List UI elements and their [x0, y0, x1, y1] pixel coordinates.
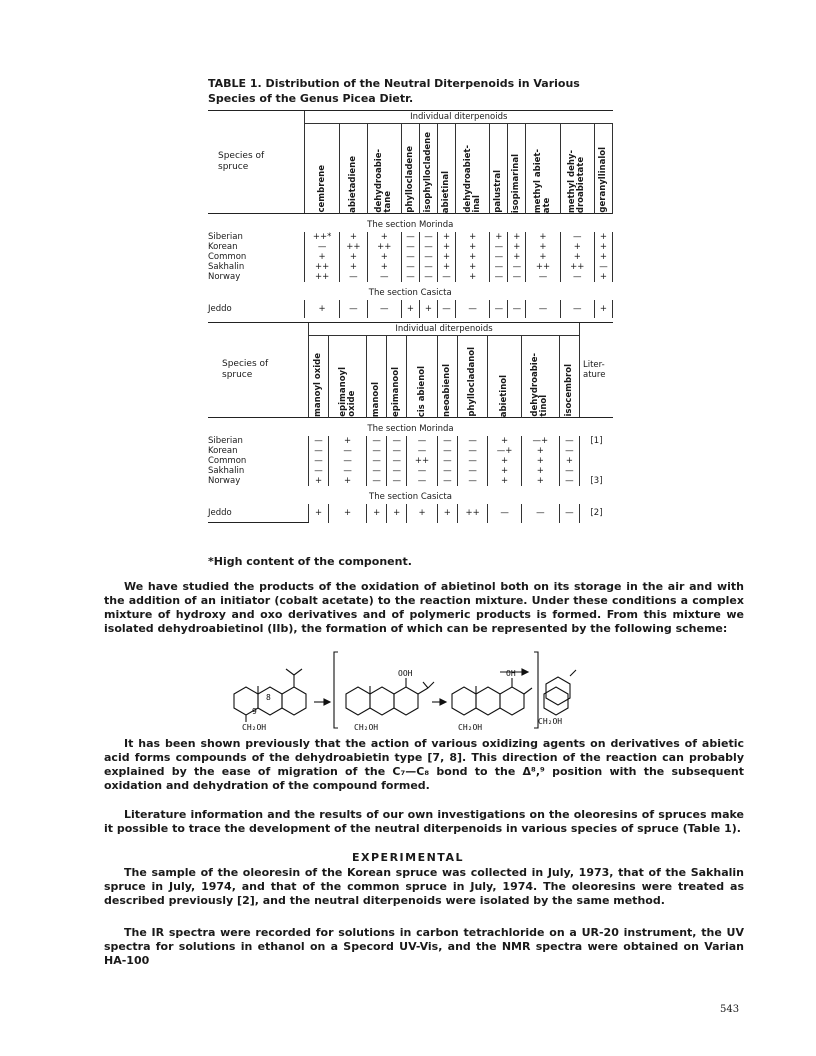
- value-mark: +: [318, 304, 326, 314]
- value-cell: [508, 232, 526, 282]
- value-mark: —: [392, 456, 401, 466]
- species-header-line2: spruce: [218, 162, 249, 172]
- value-mark: +: [442, 252, 451, 262]
- table-caption: [208, 76, 628, 106]
- species-block-row: [208, 232, 613, 282]
- value-mark: —: [406, 242, 415, 252]
- value-cell: [305, 300, 340, 318]
- value-mark: +: [469, 252, 477, 262]
- column-header-label: neoabienol: [441, 364, 452, 417]
- value-mark: ++: [377, 242, 392, 252]
- section-title: The section Casicta: [368, 287, 452, 298]
- value-cell: [521, 504, 559, 523]
- species-header-line1: Species of: [222, 359, 269, 369]
- value-mark: +: [380, 232, 388, 242]
- section-title: The section Morinda: [367, 219, 454, 230]
- locant-8: 8: [266, 693, 271, 702]
- column-header-label: isocembrol: [563, 364, 574, 417]
- literature-ref: [580, 466, 613, 476]
- value-cell: [387, 436, 407, 486]
- value-mark: ++: [570, 262, 585, 272]
- column-header-label: dehydroabie- tane: [374, 149, 394, 213]
- group-header: Individual diterpenoids: [309, 323, 580, 336]
- value-mark: —: [380, 304, 389, 314]
- hydroperoxide-structure: [346, 678, 434, 715]
- value-mark: +: [599, 272, 607, 282]
- dehydroabietinol-structure: [544, 670, 576, 715]
- column-header-label: cembrene: [316, 165, 327, 213]
- column-header: [401, 124, 419, 214]
- value-mark: +: [349, 262, 357, 272]
- value-mark: +: [513, 242, 521, 252]
- value-mark: —: [494, 252, 504, 262]
- column-header: [508, 124, 526, 214]
- value-mark: —: [565, 436, 574, 446]
- literature-header-line2: ature: [583, 370, 606, 380]
- value-mark: +: [344, 436, 352, 446]
- value-mark: —: [417, 476, 427, 486]
- section-row: [208, 486, 613, 504]
- column-header-label: dehydroabiet- inal: [462, 145, 482, 213]
- value-mark: +: [406, 304, 415, 314]
- species-names: [208, 436, 309, 486]
- value-mark: +: [539, 232, 547, 242]
- value-cell: [340, 232, 368, 282]
- value-mark: —: [314, 466, 323, 476]
- species-name: Korean: [208, 242, 238, 252]
- value-mark: —: [599, 262, 608, 272]
- value-cell: [594, 300, 612, 318]
- value-mark: —: [565, 476, 574, 486]
- value-mark: —: [443, 446, 452, 456]
- species-header: [208, 111, 305, 214]
- value-cell: [340, 300, 368, 318]
- column-header-label: phyllocladene: [404, 146, 415, 213]
- column-header-label: palustral: [493, 170, 504, 213]
- column-header-label: geranyllinalol: [597, 147, 608, 213]
- value-mark: +: [573, 252, 581, 262]
- species-name: Jeddo: [208, 304, 232, 314]
- value-mark: —: [536, 508, 545, 519]
- species-block-row: [208, 436, 613, 486]
- value-mark: +: [501, 436, 509, 446]
- value-mark: —: [494, 304, 504, 314]
- literature-ref: [3]: [590, 476, 603, 486]
- value-cell: [559, 436, 579, 486]
- value-mark: +: [501, 476, 509, 486]
- value-mark: —+: [496, 446, 513, 456]
- value-mark: —: [424, 252, 433, 262]
- value-mark: —: [443, 456, 452, 466]
- value-mark: ++: [535, 262, 551, 272]
- hydroxy-structure: [452, 678, 532, 715]
- value-cell: [438, 232, 456, 282]
- value-cell: [490, 300, 508, 318]
- literature-ref: [2]: [590, 508, 603, 519]
- value-mark: +: [380, 252, 388, 262]
- value-cell: [560, 300, 594, 318]
- species-name-cell: [208, 300, 305, 318]
- value-mark: —: [349, 304, 358, 314]
- species-name: Norway: [208, 476, 241, 486]
- value-mark: +: [495, 232, 503, 242]
- species-name: Siberian: [208, 232, 243, 242]
- value-cell: [526, 232, 560, 282]
- locant-9: 9: [252, 707, 257, 716]
- column-header: [367, 336, 387, 418]
- section-row: [208, 282, 613, 300]
- value-mark: —: [392, 476, 401, 486]
- value-mark: —: [343, 456, 352, 466]
- value-mark: +: [469, 232, 477, 242]
- column-header: [594, 124, 612, 214]
- value-mark: +: [442, 232, 451, 242]
- group-header: Individual diterpenoids: [305, 111, 613, 124]
- value-mark: +: [344, 476, 352, 486]
- value-cell: [456, 300, 490, 318]
- column-header: [560, 124, 594, 214]
- column-header: [559, 336, 579, 418]
- paragraph-3: Literature information and the results of our own investigations on the oleoresins of spruces make it possible to trace the development of the neutral diterpenoids in various species of spruce (Table 1).: [104, 808, 744, 835]
- column-header: [526, 124, 560, 214]
- value-mark: —: [468, 466, 477, 476]
- column-header: [367, 124, 401, 214]
- value-mark: —: [380, 272, 389, 282]
- value-cell: [401, 232, 419, 282]
- value-mark: +: [536, 456, 544, 466]
- page-number: 543: [720, 1004, 740, 1015]
- oh-label: OH: [506, 669, 516, 678]
- column-header: [438, 124, 456, 214]
- value-cell: [560, 232, 594, 282]
- value-mark: +: [318, 252, 326, 262]
- paragraph-5: The IR spectra were recorded for solutions in carbon tetrachloride on a UR-20 instrument, the UV spectra for solutions in ethanol on a Specord UV-Vis, and the NMR spectra were obtained on Varian HA-100: [104, 926, 744, 967]
- value-cell: [594, 232, 612, 282]
- table-caption-line1: TABLE 1. Distribution of the Neutral Diterpenoids in Various: [208, 77, 580, 90]
- experimental-heading: EXPERIMENTAL: [352, 851, 464, 864]
- column-header: [329, 336, 367, 418]
- value-mark: ++: [465, 508, 480, 519]
- value-mark: —: [538, 304, 548, 314]
- ch2oh-label-4: CH₂OH: [538, 717, 563, 726]
- value-mark: +: [599, 252, 607, 262]
- value-cell: [488, 436, 521, 486]
- value-mark: +: [373, 508, 381, 519]
- value-mark: +: [314, 508, 323, 519]
- value-mark: +: [599, 304, 607, 314]
- column-header-label: epimanool: [391, 367, 402, 417]
- species-name-cell: [208, 504, 309, 523]
- value-mark: +: [565, 456, 573, 466]
- value-cell: [419, 300, 437, 318]
- value-cell: [456, 232, 490, 282]
- value-mark: —: [424, 262, 433, 272]
- value-mark: +: [469, 242, 477, 252]
- value-mark: —: [468, 476, 477, 486]
- column-header: [490, 124, 508, 214]
- column-header: [340, 124, 368, 214]
- column-header-label: manoyl oxide: [313, 353, 324, 417]
- column-header: [407, 336, 438, 418]
- value-cell: [329, 504, 367, 523]
- value-mark: —: [417, 466, 427, 476]
- species-header-line1: Species of: [218, 151, 265, 161]
- value-mark: —: [512, 262, 522, 272]
- value-cell: [407, 504, 438, 523]
- column-header-label: isopimarinal: [511, 153, 522, 213]
- value-mark: +: [418, 508, 426, 519]
- literature-ref: [580, 456, 613, 466]
- value-mark: +: [442, 262, 451, 272]
- paragraph-1: We have studied the products of the oxidation of abietinol both on its storage in the air and with the addition of an initiator (cobalt acetate) to the reaction mixture. Under these conditions a complex mixture of hydroxy and oxo derivatives and of polymeric products is formed. From this mixture we isolated dehydroabietinol (IIb), the formation of which can be represented by the following scheme:: [104, 580, 744, 635]
- value-mark: —: [565, 466, 574, 476]
- value-mark: —: [343, 466, 352, 476]
- diterpenoid-table-part1: [208, 110, 613, 318]
- value-mark: —: [500, 508, 509, 519]
- value-mark: ++: [414, 456, 430, 466]
- paragraph-4: The sample of the oleoresin of the Korean spruce was collected in July, 1973, that of the Sakhalin spruce in July, 1974, and that of the common spruce in July, 1974. The oleoresins were treated as described previously [2], and the neutral diterpenoids were isolated by the same method.: [104, 866, 744, 907]
- table-caption-line2: Species of the Genus Picea Dietr.: [208, 92, 414, 105]
- value-cell: [457, 504, 488, 523]
- value-cell: [401, 300, 419, 318]
- value-mark: +: [442, 242, 451, 252]
- column-header: [456, 124, 490, 214]
- section-title: The section Morinda: [367, 423, 454, 434]
- species-header-line2: spruce: [222, 370, 253, 380]
- column-header: [387, 336, 407, 418]
- value-mark: —: [314, 446, 323, 456]
- value-mark: —: [424, 242, 433, 252]
- column-header: [309, 336, 329, 418]
- value-cell: [521, 436, 559, 486]
- value-mark: +: [573, 242, 581, 252]
- column-header: [488, 336, 521, 418]
- value-mark: —: [417, 436, 427, 446]
- value-mark: +: [349, 232, 357, 242]
- value-mark: —: [392, 436, 401, 446]
- literature-ref: [1]: [590, 436, 603, 446]
- value-mark: —: [406, 272, 415, 282]
- value-mark: +: [393, 508, 401, 519]
- value-mark: —: [314, 436, 323, 446]
- species-name: Norway: [208, 272, 241, 282]
- value-mark: —: [443, 466, 452, 476]
- value-mark: —: [392, 446, 401, 456]
- section-row: [208, 214, 613, 233]
- species-name: Sakhalin: [208, 262, 245, 272]
- value-mark: —: [494, 242, 504, 252]
- value-cell: [387, 504, 407, 523]
- value-mark: —: [372, 436, 381, 446]
- value-mark: —: [442, 272, 451, 282]
- column-header-label: abietadiene: [347, 156, 358, 213]
- value-cell: [438, 300, 456, 318]
- species-name: Jeddo: [208, 508, 232, 518]
- literature-header: [580, 323, 614, 418]
- value-mark: —+: [532, 436, 549, 446]
- table-footnote: *High content of the component.: [208, 555, 412, 568]
- value-cell: [559, 504, 579, 523]
- ch2oh-label-2: CH₂OH: [354, 723, 379, 732]
- value-mark: ++*: [312, 232, 332, 242]
- value-cell: [437, 436, 457, 486]
- value-mark: +: [349, 252, 357, 262]
- value-cell: [508, 300, 526, 318]
- value-mark: —: [468, 446, 477, 456]
- value-mark: ++: [314, 262, 330, 272]
- value-mark: +: [539, 242, 547, 252]
- column-header-label: abietinol: [499, 374, 510, 417]
- value-mark: —: [494, 272, 504, 282]
- value-mark: +: [513, 252, 521, 262]
- value-mark: —: [468, 436, 477, 446]
- value-mark: —: [573, 304, 582, 314]
- column-header-label: methyl abiet- ate: [532, 148, 552, 213]
- value-mark: —: [343, 446, 352, 456]
- value-mark: —: [565, 508, 574, 519]
- value-mark: —: [468, 304, 477, 314]
- value-mark: —: [372, 456, 381, 466]
- species-name: Common: [208, 252, 247, 262]
- literature-header-line1: Liter-: [583, 360, 605, 370]
- value-mark: +: [380, 262, 388, 272]
- paragraph-2: It has been shown previously that the action of various oxidizing agents on derivatives of abietic acid forms compounds of the dehydroabietin type [7, 8]. This direction of the reaction can probably explained by the ease of migration of the C₇—C₈ bond to the Δ⁸,⁹ position with the subsequent oxidation and dehydration of the compound formed.: [104, 737, 744, 792]
- column-header-label: dehydroabie- tinol: [530, 353, 550, 417]
- value-cell: [367, 436, 387, 486]
- value-mark: +: [469, 272, 477, 282]
- column-header-label: cis abienol: [416, 365, 427, 417]
- value-cell: [437, 504, 457, 523]
- value-cell: [367, 232, 401, 282]
- value-mark: +: [314, 476, 323, 486]
- value-cell: [367, 504, 387, 523]
- value-mark: +: [599, 242, 607, 252]
- value-cell: [419, 232, 437, 282]
- value-mark: —: [424, 272, 433, 282]
- column-header: [437, 336, 457, 418]
- value-mark: —: [406, 232, 415, 242]
- value-mark: —: [512, 272, 522, 282]
- ch2oh-label-1: CH₂OH: [242, 723, 267, 732]
- value-cell: [367, 300, 401, 318]
- jeddo-row: [208, 300, 613, 318]
- column-header-label: abietinal: [441, 170, 452, 213]
- value-mark: —: [424, 232, 433, 242]
- value-mark: +: [536, 476, 544, 486]
- value-mark: —: [443, 476, 452, 486]
- column-header-label: isophyllocladene: [422, 132, 433, 213]
- value-cell: [488, 504, 521, 523]
- reaction-scheme: [218, 642, 578, 734]
- species-name: Korean: [208, 446, 238, 456]
- value-mark: —: [512, 304, 522, 314]
- value-mark: —: [349, 272, 358, 282]
- value-mark: +: [513, 232, 521, 242]
- literature-cell: [580, 504, 614, 523]
- value-mark: +: [424, 304, 433, 314]
- value-mark: —: [392, 466, 401, 476]
- value-cell: [526, 300, 560, 318]
- species-name: Common: [208, 456, 247, 466]
- value-mark: —: [317, 242, 327, 252]
- column-header: [521, 336, 559, 418]
- jeddo-row: [208, 504, 613, 523]
- value-mark: +: [443, 508, 451, 519]
- value-mark: +: [501, 466, 509, 476]
- value-mark: —: [565, 446, 574, 456]
- value-cell: [309, 504, 329, 523]
- species-name: Sakhalin: [208, 466, 245, 476]
- value-cell: [457, 436, 488, 486]
- value-mark: —: [494, 262, 504, 272]
- value-cell: [329, 436, 367, 486]
- column-header: [457, 336, 488, 418]
- column-header-label: epimanoyl oxide: [337, 367, 357, 417]
- value-mark: +: [469, 262, 477, 272]
- value-mark: +: [536, 446, 544, 456]
- value-mark: —: [372, 476, 381, 486]
- literature-ref: [580, 446, 613, 456]
- value-mark: +: [539, 252, 547, 262]
- value-mark: —: [372, 446, 381, 456]
- value-mark: ++: [346, 242, 361, 252]
- value-mark: —: [417, 446, 427, 456]
- column-header-label: manool: [371, 381, 382, 417]
- literature-cell: [580, 436, 614, 486]
- value-cell: [309, 436, 329, 486]
- value-mark: —: [442, 304, 451, 314]
- value-mark: +: [536, 466, 544, 476]
- value-mark: ++: [314, 272, 330, 282]
- section-title: The section Casicta: [369, 491, 452, 502]
- value-mark: +: [344, 508, 352, 519]
- value-mark: —: [573, 232, 582, 242]
- ooh-label: OOH: [398, 669, 413, 678]
- column-header: [305, 124, 340, 214]
- column-header-label: methyl dehy- droabietate: [567, 149, 587, 213]
- column-header: [419, 124, 437, 214]
- diterpenoid-table-part2: [208, 322, 613, 523]
- value-cell: [305, 232, 340, 282]
- value-mark: —: [372, 466, 381, 476]
- column-header-label: phyllocladanol: [467, 347, 478, 417]
- value-cell: [490, 232, 508, 282]
- value-mark: —: [406, 252, 415, 262]
- species-header: [208, 323, 309, 418]
- value-mark: —: [573, 272, 582, 282]
- value-mark: —: [443, 436, 452, 446]
- section-row: [208, 418, 613, 437]
- value-mark: +: [501, 456, 509, 466]
- value-mark: +: [599, 232, 607, 242]
- ch2oh-label-3: CH₂OH: [458, 723, 483, 732]
- value-mark: —: [406, 262, 415, 272]
- species-name: Siberian: [208, 436, 243, 446]
- value-mark: —: [468, 456, 477, 466]
- species-names: [208, 232, 305, 282]
- value-mark: —: [538, 272, 548, 282]
- value-cell: [407, 436, 438, 486]
- value-mark: —: [314, 456, 323, 466]
